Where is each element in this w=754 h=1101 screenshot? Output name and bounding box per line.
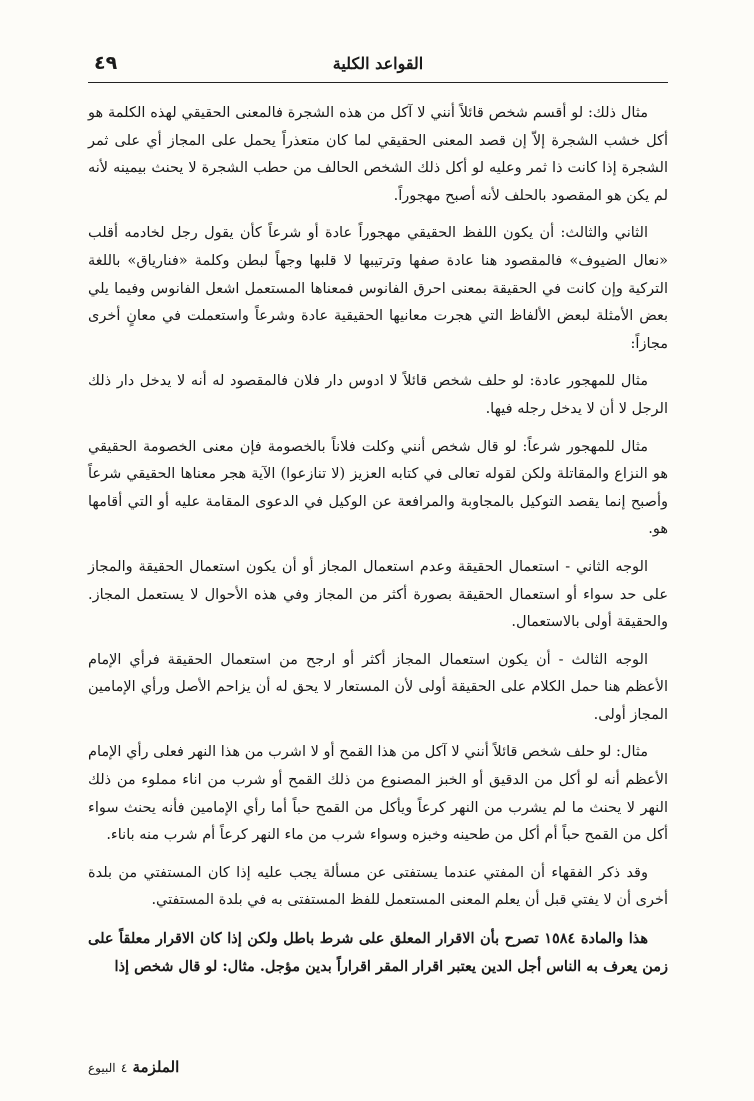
footer-number: ٤ xyxy=(120,1061,128,1075)
body-text xyxy=(88,100,668,990)
paragraph-bold: هذا والمادة ١٥٨٤ تصرح بأن الاقرار المعلق على شرط باطل ولكن إذا كان الاقرار معلقاً على زمن يعرف به الناس أجل الدين يعتبر اقرار المقر اقراراً بدين مؤجل. مثال: لو قال شخص إذا xyxy=(88,930,668,975)
paragraph: مثال ذلك: لو أقسم شخص قائلاً أنني لا آكل من هذه الشجرة فالمعنى الحقيقي لهذه الكلمة هو أكل خشب الشجرة إلاّ إن قصد المعنى الحقيقي لما كان متعذراً يحمل على المجاز أي على ثمر الشجرة إذا كانت ذا ثمر وعليه لو أكل ذلك الشخص الحالف من حطب الشجرة لا يحنث بيمينه لأنه لم يكن هو المقصود بالحلف لأنه أصبح مهجوراً. xyxy=(88,105,668,204)
paragraph: وقد ذكر الفقهاء أن المفتي عندما يستفتى عن مسألة يجب عليه إذا كان المستفتي من بلدة أخرى أن لا يفتي قبل أن يعلم المعنى المستعمل للفظ المستفتى به في بلدة المستفتي. xyxy=(88,864,668,909)
paragraph: الثاني والثالث: أن يكون اللفظ الحقيقي مهجوراً عادة أو شرعاً كأن يقول رجل لخادمه أقلب «نعال الضيوف» فالمقصود هنا عادة صفها وترتيبها لا قلبها وجهاً لبطن وكلمة «فناریاق» باللغة التركية وإن كانت في الحقيقة بمعنى احرق الفانوس فمعناها المستعمل اشعل الفانوس وفيما يلي بعض الأمثلة لبعض الألفاظ التي هجرت معانيها الحقيقية عادة وشرعاً واستعملت في معانٍ أخرى مجازاً: xyxy=(88,225,668,352)
footer-book: البيوع xyxy=(88,1061,116,1075)
paragraph: الوجه الثاني - استعمال الحقيقة وعدم استعمال المجاز أو أن يكون استعمال الحقيقة والمجاز على حد سواء أو استعمال الحقيقة بصورة أكثر من المجاز وفي هذه الأحوال لا يستعمل المجاز. والحقيقة أولى بالاستعمال. xyxy=(88,558,668,631)
page-number: ٤٩ xyxy=(94,52,118,74)
page-footer xyxy=(88,1058,179,1076)
paragraph: مثال للمهجور شرعاً: لو قال شخص أنني وكلت فلاناً بالخصومة فإن معنى الخصومة الحقيقي هو النزاع والمقاتلة ولكن لقوله تعالى في كتابه العزيز (لا تنازعوا) الآية هجر معناها الحقيقي شرعاً وأصبح إنما يقصد التوكيل بالمجاوبة والمرافعة عن الوكيل في الدعوى المقامة عليه أو التي أقامها هو. xyxy=(88,438,668,538)
paragraph: الوجه الثالث - أن يكون استعمال المجاز أكثر أو ارجح من استعمال الحقيقة فرأي الإمام الأعظم هنا حمل الكلام على الحقيقة أولى لأن المستعار لا يحق له أن يزاحم الأصل ورأي الإمامين المجاز أولى. xyxy=(88,651,668,723)
page-header xyxy=(88,48,668,83)
paragraph: مثال للمهجور عادة: لو حلف شخص قائلاً لا ادوس دار فلان فالمقصود له أنه لا يدخل دار ذلك الرجل لا أن لا يدخل رجله فيها. xyxy=(88,373,668,417)
paragraph: مثال: لو حلف شخص قائلاً أنني لا آكل من هذا القمح أو لا اشرب من هذا النهر فعلى رأي الإمام الأعظم أنه لو أكل من الدقيق أو الخبز المصنوع من ذلك القمح أو شرب من اناء مملوء من ذلك النهر لا يحنث ما لم يشرب من النهر كرعاً ويأكل من القمح حباً أما رأي الإمامين فأنه يحنث سواء أكل من القمح حباً أم أكل من طحينه وخبزه وسواء شرب من ماء النهر كرعاً أم شرب منه باناء. xyxy=(88,744,668,844)
running-title: القواعد الكلية xyxy=(332,54,424,73)
footer-label: الملزمة xyxy=(132,1058,180,1076)
